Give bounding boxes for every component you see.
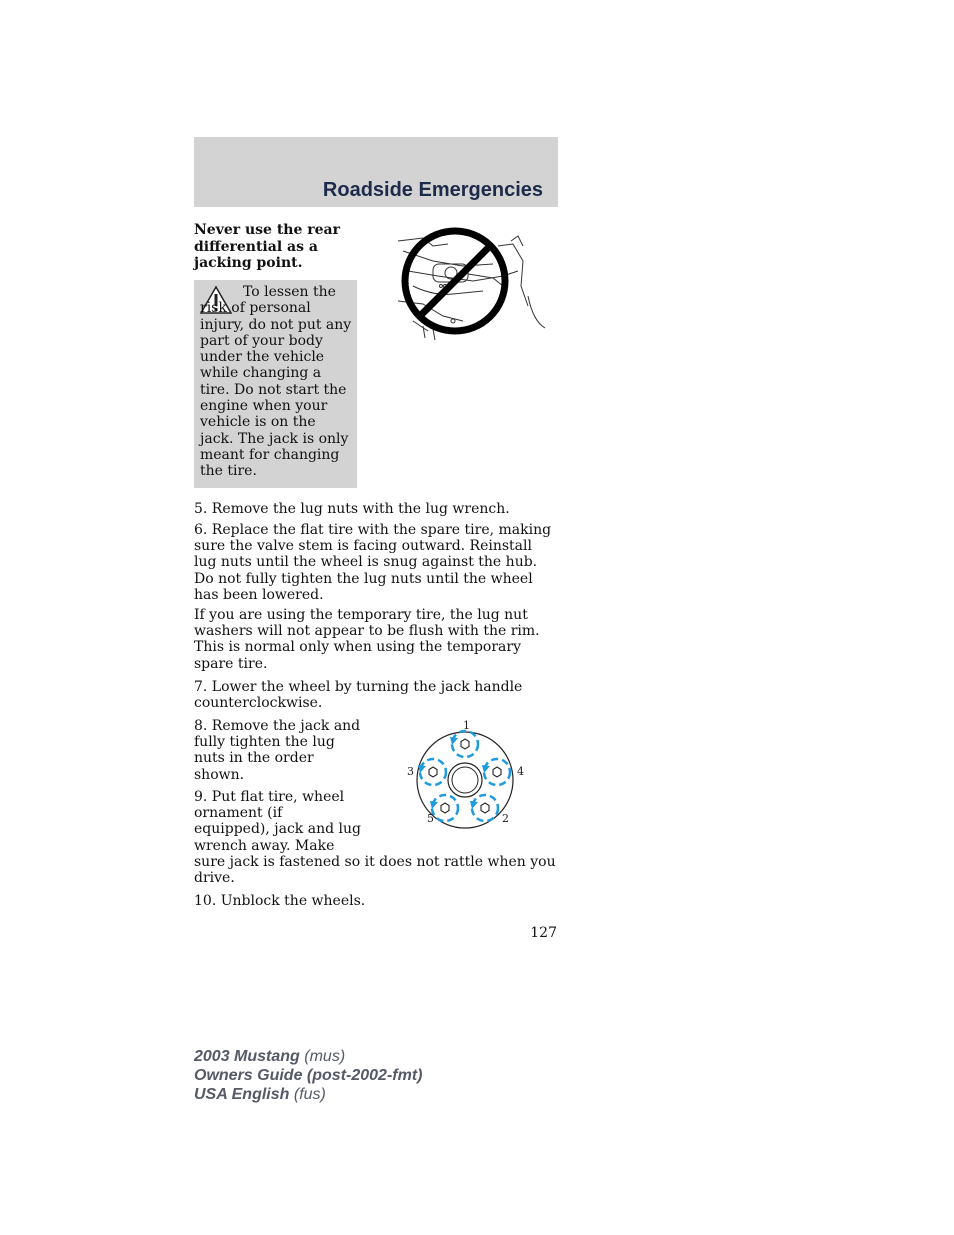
step-6: 6. Replace the flat tire with the spare tire, making sure the valve stem is facing outward. Reinstall lug nuts until the wheel is snug against the hub. Do not fully tighten the lug nuts until the wheel has been lowered. (194, 522, 552, 603)
lug-label-4: 4 (517, 765, 524, 778)
intro-warning-text: Never use the rear differential as a jacking point. (194, 222, 340, 271)
lug-nut-order-icon (402, 718, 532, 833)
warning-text: To lessen the risk of personal injury, do not put any part of your body under the vehicle while changing a tire. Do not start the engine when your vehicle is on the jack. The jack is only meant for changing the tire. (200, 284, 352, 480)
lug-label-1: 1 (463, 719, 470, 732)
lug-label-3: 3 (407, 765, 414, 778)
footer-line-1 (194, 1047, 422, 1066)
document-footer (194, 1047, 422, 1104)
footer-language: USA English (194, 1086, 290, 1103)
step-9-part1: 9. Put flat tire, wheel ornament (if equipped), jack and lug wrench away. Make (194, 789, 361, 854)
warning-box (194, 280, 357, 488)
footer-model: 2003 Mustang (194, 1048, 300, 1065)
page-number: 127 (530, 925, 557, 941)
section-title: Roadside Emergencies (322, 179, 543, 201)
step-9-part2: sure jack is fastened so it does not rattle when you drive. (194, 854, 556, 887)
step-10: 10. Unblock the wheels. (194, 893, 366, 909)
no-jack-differential-icon (393, 226, 553, 346)
section-header (194, 137, 558, 207)
footer-language-code: (fus) (293, 1086, 326, 1103)
step-7: 7. Lower the wheel by turning the jack handle counterclockwise. (194, 679, 523, 712)
temporary-tire-note: If you are using the temporary tire, the lug nut washers will not appear to be flush with the rim. This is normal only when using the temporary spare tire. (194, 607, 540, 672)
footer-line-3 (194, 1085, 422, 1104)
lug-label-2: 2 (502, 812, 509, 825)
footer-model-code: (mus) (304, 1048, 346, 1065)
step-8: 8. Remove the jack and fully tighten the lug nuts in the order shown. (194, 718, 361, 783)
lug-label-5: 5 (427, 812, 434, 825)
footer-line-2: Owners Guide (post-2002-fmt) (194, 1067, 423, 1084)
step-5: 5. Remove the lug nuts with the lug wrench. (194, 501, 510, 517)
